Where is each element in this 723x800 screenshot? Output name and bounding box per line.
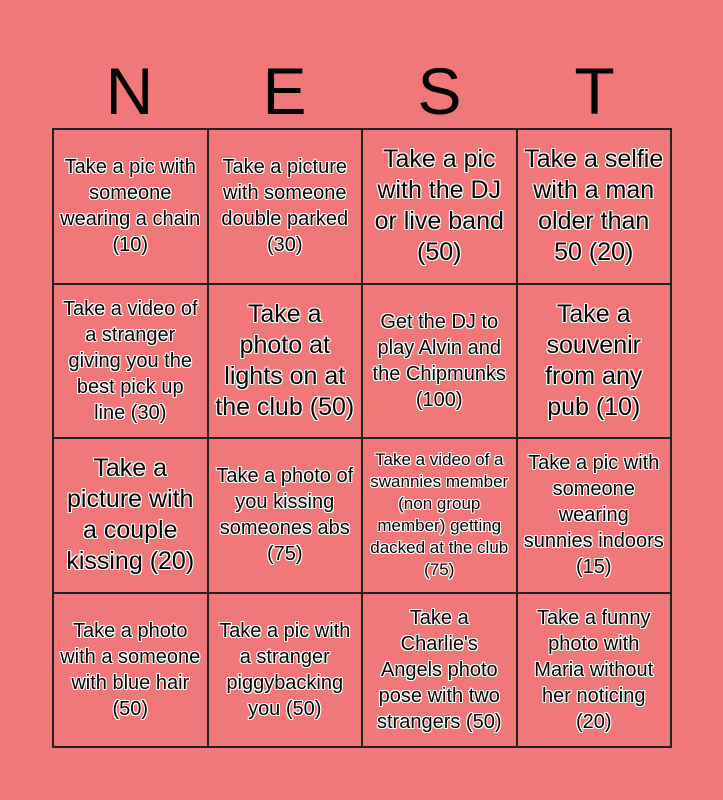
bingo-cell-3-3[interactable] bbox=[362, 438, 517, 593]
cell-text: Take a pic with a stranger piggybacking you (50) bbox=[219, 619, 351, 720]
bingo-cell-2-4[interactable] bbox=[517, 284, 672, 439]
cell-text: Take a pic with someone wearing a chain (10) bbox=[60, 156, 201, 257]
bingo-cell-2-1[interactable] bbox=[53, 284, 208, 439]
bingo-cell-4-4[interactable] bbox=[517, 593, 672, 748]
bingo-cell-1-3[interactable] bbox=[362, 129, 517, 284]
bingo-cell-3-2[interactable] bbox=[208, 438, 363, 593]
cell-text: Take a Charlie's Angels photo pose with two strangers (50) bbox=[377, 606, 502, 733]
cell-text: Take a funny photo with Maria without her noticing (20) bbox=[534, 606, 654, 733]
cell-text: Take a photo at lights on at the club (50) bbox=[215, 299, 355, 421]
bingo-cell-4-1[interactable] bbox=[53, 593, 208, 748]
bingo-header bbox=[52, 55, 672, 127]
header-letter-s: S bbox=[417, 54, 462, 128]
bingo-cell-1-4[interactable] bbox=[517, 129, 672, 284]
header-letter-e: E bbox=[262, 54, 307, 128]
bingo-cell-1-1[interactable] bbox=[53, 129, 208, 284]
cell-text: Get the DJ to play Alvin and the Chipmunks (100) bbox=[372, 310, 506, 411]
header-letter-t: T bbox=[574, 54, 615, 128]
bingo-board bbox=[52, 128, 672, 748]
bingo-cell-4-3[interactable] bbox=[362, 593, 517, 748]
bingo-cell-3-4[interactable] bbox=[517, 438, 672, 593]
bingo-cell-4-2[interactable] bbox=[208, 593, 363, 748]
bingo-cell-2-3[interactable] bbox=[362, 284, 517, 439]
cell-text: Take a photo of you kissing someones abs (75) bbox=[216, 465, 354, 566]
cell-text: Take a souvenir from any pub (10) bbox=[545, 299, 643, 421]
bingo-cell-1-2[interactable] bbox=[208, 129, 363, 284]
cell-text: Take a picture with a couple kissing (20) bbox=[66, 454, 195, 576]
cell-text: Take a pic with someone wearing sunnies indoors (15) bbox=[523, 452, 664, 579]
cell-text: Take a picture with someone double parked (30) bbox=[221, 156, 349, 257]
bingo-cell-2-2[interactable] bbox=[208, 284, 363, 439]
cell-text: Take a selfie with a man older than 50 (20) bbox=[524, 145, 664, 267]
cell-text: Take a video of a swannies member (non group member) getting dacked at the club (75) bbox=[370, 450, 509, 580]
cell-text: Take a video of a stranger giving you the best pick up line (30) bbox=[62, 297, 198, 424]
bingo-cell-3-1[interactable] bbox=[53, 438, 208, 593]
cell-text: Take a pic with the DJ or live band (50) bbox=[374, 145, 504, 267]
cell-text: Take a photo with a someone with blue hair (50) bbox=[60, 619, 201, 720]
header-letter-n: N bbox=[105, 54, 154, 128]
